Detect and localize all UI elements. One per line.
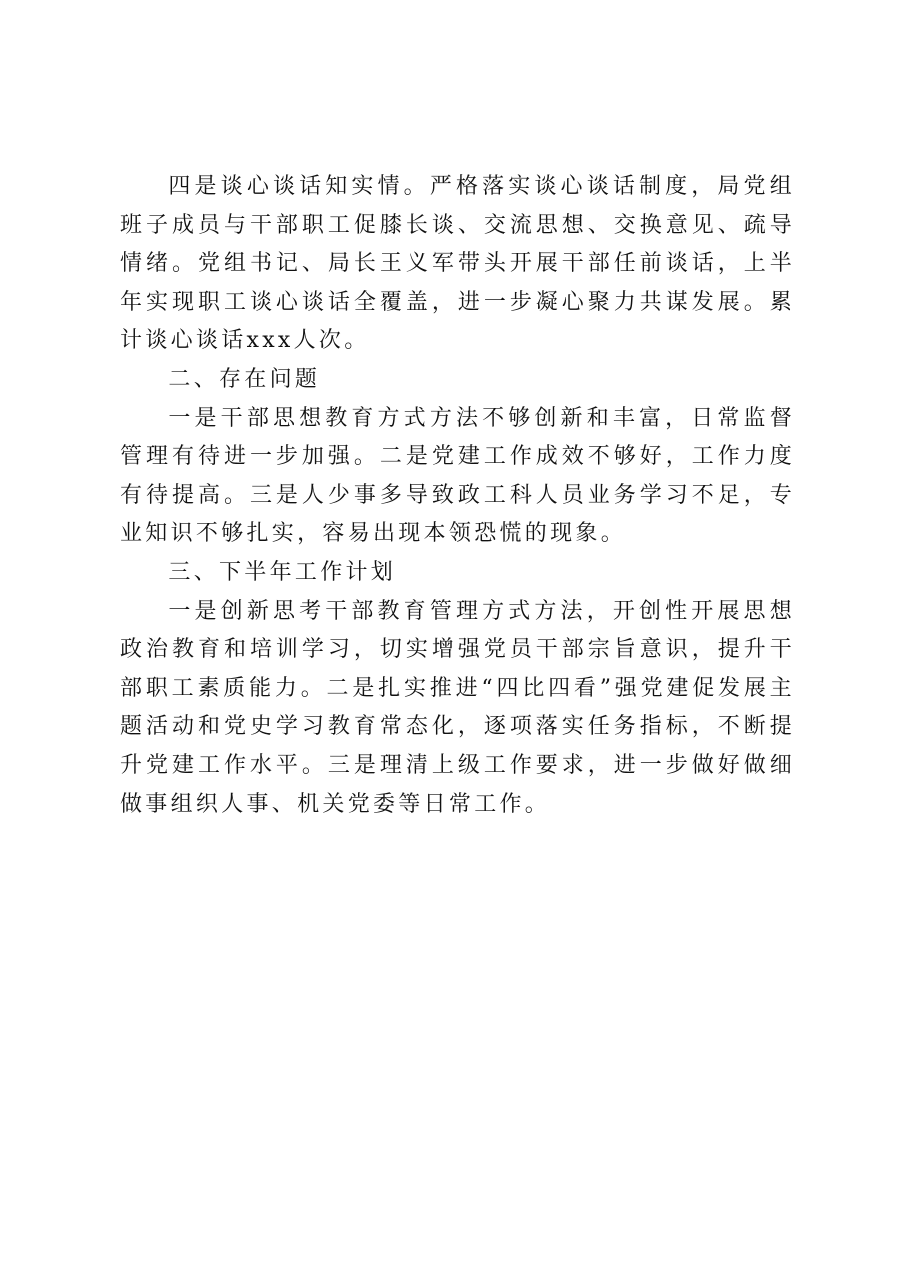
paragraph-problems: 一是干部思想教育方式方法不够创新和丰富，日常监督管理有待进一步加强。二是党建工作成效不够好，工作力度有待提高。三是人少事多导致政工科人员业务学习不足，专业知识不够扎实，容易出现本领恐慌的现象。 — [120, 405, 795, 547]
section-heading-problems: 二、存在问题 — [168, 366, 321, 392]
document-body — [120, 168, 795, 824]
section-heading-plan: 三、下半年工作计划 — [168, 559, 397, 585]
paragraph-plan: 一是创新思考干部教育管理方式方法，开创性开展思想政治教育和培训学习，切实增强党员干部宗旨意识，提升干部职工素质能力。二是扎实推进“四比四看”强党建促发展主题活动和党史学习教育常态化，逐项落实任务指标，不断提升党建工作水平。三是理清上级工作要求，进一步做好做细做事组织人事、机关党委等日常工作。 — [120, 598, 795, 817]
paragraph-talks: 四是谈心谈话知实情。严格落实谈心谈话制度，局党组班子成员与干部职工促膝长谈、交流思想、交换意见、疏导情绪。党组书记、局长王义军带头开展干部任前谈话，上半年实现职工谈心谈话全覆盖，进一步凝心聚力共谋发展。累计谈心谈话xxx人次。 — [120, 174, 795, 354]
